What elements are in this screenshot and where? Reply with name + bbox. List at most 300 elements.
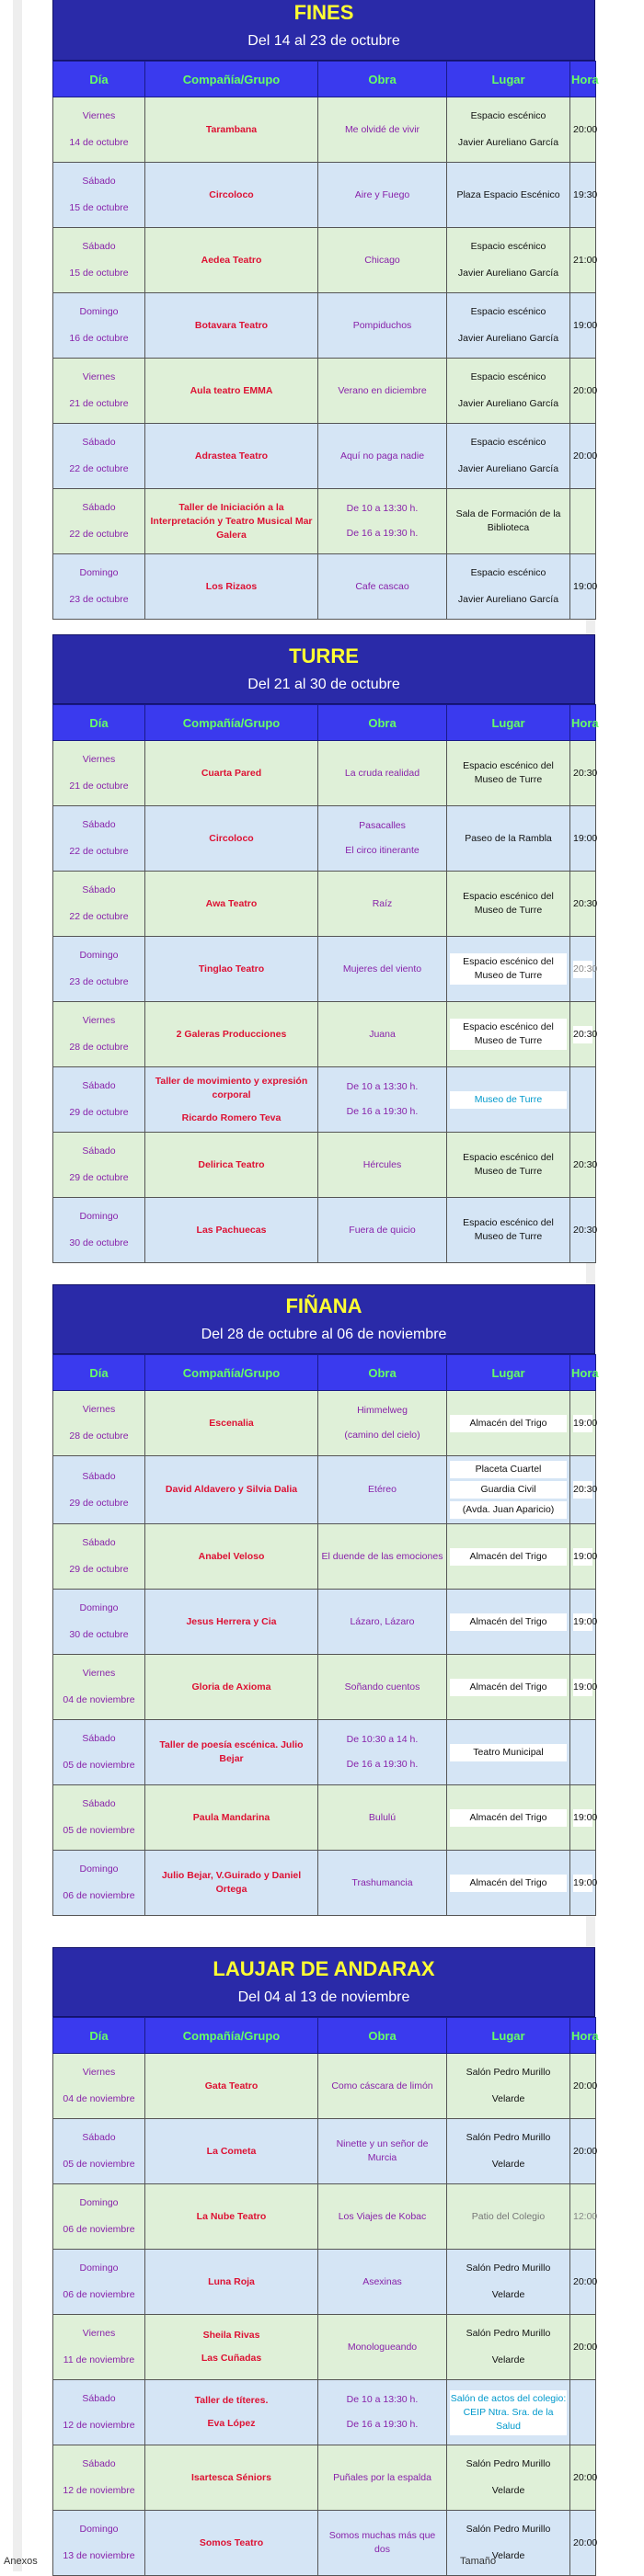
place-name: Espacio escénico del Museo de Turre	[463, 1152, 554, 1177]
company-name: Escenalia	[209, 1417, 254, 1429]
company-name: Aula teatro EMMA	[190, 384, 273, 396]
place-cell	[447, 1851, 570, 1916]
company-name: Anabel Veloso	[198, 1550, 265, 1562]
company-cell	[145, 554, 318, 620]
table-row	[53, 937, 596, 1002]
play-title: Juana	[369, 1028, 396, 1040]
column-header: Lugar	[447, 1355, 570, 1391]
section-header	[52, 1284, 595, 1354]
table-row	[53, 2445, 596, 2511]
play-title: De 16 a 19:30 h.	[346, 528, 419, 539]
company-cell	[145, 2054, 318, 2119]
place-name: Javier Aureliano García	[457, 137, 559, 148]
table-row	[53, 1720, 596, 1785]
company-cell	[145, 1851, 318, 1916]
day-cell	[53, 2119, 145, 2184]
show-time: 19:00	[573, 1415, 592, 1432]
place-cell	[447, 2054, 570, 2119]
play-cell	[318, 1456, 447, 1524]
place-cell	[447, 806, 570, 872]
play-cell	[318, 1720, 447, 1785]
play-title: Mujeres del viento	[342, 963, 422, 975]
company-name: Los Rizaos	[205, 580, 258, 592]
company-name: 2 Galeras Producciones	[176, 1028, 287, 1040]
day-date: 15 de octubre	[69, 268, 129, 279]
place-cell	[447, 1720, 570, 1785]
day-date: 23 de octubre	[69, 976, 129, 987]
company-cell	[145, 741, 318, 806]
place-name: Velarde	[491, 2354, 525, 2365]
play-title: Chicago	[364, 254, 400, 266]
column-header: Lugar	[447, 2018, 570, 2054]
day-cell	[53, 293, 145, 359]
table-row	[53, 1655, 596, 1720]
day-name: Sábado	[82, 819, 116, 830]
time-cell	[570, 2511, 596, 2576]
place-cell	[447, 1391, 570, 1456]
day-name: Domingo	[79, 950, 119, 961]
place-name: Sala de Formación de la Biblioteca	[455, 508, 561, 533]
play-title: Pompiduchos	[352, 319, 412, 331]
company-name: David Aldavero y Silvia Dalia	[165, 1484, 298, 1495]
time-cell	[570, 2184, 596, 2250]
column-header: Obra	[318, 705, 447, 741]
play-title: Fuera de quicio	[349, 1224, 416, 1236]
place-cell	[447, 293, 570, 359]
place-cell	[447, 359, 570, 424]
column-header: Obra	[318, 1355, 447, 1391]
day-cell	[53, 2445, 145, 2511]
play-cell	[318, 2119, 447, 2184]
place-name: Almacén del Trigo	[450, 1415, 567, 1432]
company-name: Jesus Herrera y Cia	[186, 1615, 277, 1627]
day-date: 04 de noviembre	[63, 1694, 135, 1705]
show-time: 20:00	[573, 450, 598, 462]
company-name: Adrastea Teatro	[194, 450, 269, 462]
play-title: Monologueando	[347, 2341, 418, 2353]
place-name: Espacio escénico del Museo de Turre	[450, 1019, 567, 1050]
time-cell	[570, 1655, 596, 1720]
play-title: Bululú	[368, 1811, 397, 1823]
time-cell	[570, 489, 596, 554]
company-name: Somos Teatro	[199, 2536, 264, 2548]
time-cell	[570, 293, 596, 359]
day-date: 29 de octubre	[69, 1107, 129, 1118]
play-title: Verano en diciembre	[338, 384, 427, 396]
play-cell	[318, 1590, 447, 1655]
play-title: Como cáscara de limón	[331, 2080, 433, 2092]
company-name: Gata Teatro	[204, 2080, 259, 2092]
company-name: Julio Bejar, V.Guirado y Daniel Ortega	[161, 1870, 302, 1895]
play-cell	[318, 2315, 447, 2380]
day-name: Domingo	[79, 1602, 119, 1613]
place-name: Espacio escénico	[470, 371, 546, 382]
place-name: Espacio escénico	[470, 437, 546, 448]
play-cell	[318, 424, 447, 489]
column-header: Hora	[570, 1355, 596, 1391]
footer-attachments[interactable]: Anexos	[4, 2556, 38, 2567]
show-time: 20:30	[573, 897, 598, 909]
company-name: Botavara Teatro	[194, 319, 269, 331]
table-row	[53, 1851, 596, 1916]
column-header: Hora	[570, 62, 596, 97]
company-cell	[145, 1590, 318, 1655]
table-row	[53, 1456, 596, 1524]
schedule-section-3	[52, 1284, 599, 1916]
time-cell	[570, 1133, 596, 1198]
company-cell	[145, 1785, 318, 1851]
day-name: Sábado	[82, 437, 116, 448]
day-date: 29 de octubre	[69, 1564, 129, 1575]
place-name: Javier Aureliano García	[457, 333, 559, 344]
day-name: Domingo	[79, 2263, 119, 2274]
play-title: Soñando cuentos	[344, 1681, 420, 1693]
day-name: Sábado	[82, 502, 116, 513]
time-cell	[570, 1067, 596, 1133]
place-cell	[447, 1198, 570, 1263]
day-name: Domingo	[79, 2524, 119, 2535]
table-row	[53, 2054, 596, 2119]
show-time: 19:00	[573, 1809, 592, 1827]
day-cell	[53, 1391, 145, 1456]
play-cell	[318, 1067, 447, 1133]
place-name: Espacio escénico del Museo de Turre	[463, 760, 554, 785]
place-name: Salón Pedro Murillo	[466, 2328, 551, 2339]
company-cell	[145, 359, 318, 424]
play-cell	[318, 554, 447, 620]
place-name: Espacio escénico del Museo de Turre	[463, 891, 554, 916]
company-cell	[145, 293, 318, 359]
play-title: De 10:30 a 14 h.	[346, 1734, 419, 1745]
place-name: Espacio escénico del Museo de Turre	[463, 1217, 554, 1242]
place-name: Salón Pedro Murillo	[466, 2263, 551, 2274]
day-cell	[53, 554, 145, 620]
play-cell	[318, 872, 447, 937]
play-title: De 16 a 19:30 h.	[346, 1759, 419, 1770]
show-time: 20:00	[573, 2536, 598, 2548]
time-cell	[570, 1391, 596, 1456]
company-cell	[145, 2184, 318, 2250]
day-name: Viernes	[82, 1015, 116, 1026]
place-name: Almacén del Trigo	[450, 1613, 567, 1631]
play-title: Etéreo	[368, 1484, 397, 1495]
day-cell	[53, 2511, 145, 2576]
table-row	[53, 1002, 596, 1067]
day-date: 21 de octubre	[69, 398, 129, 409]
day-cell	[53, 2380, 145, 2445]
day-date: 22 de octubre	[69, 529, 129, 540]
company-name: La Nube Teatro	[196, 2210, 267, 2222]
time-cell	[570, 1720, 596, 1785]
time-cell	[570, 2119, 596, 2184]
day-name: Sábado	[82, 1470, 116, 1482]
place-cell	[447, 2445, 570, 2511]
day-date: 29 de octubre	[69, 1497, 129, 1509]
column-header: Obra	[318, 2018, 447, 2054]
place-cell	[447, 2184, 570, 2250]
day-name: Domingo	[79, 567, 119, 578]
place-cell	[447, 2315, 570, 2380]
table-row	[53, 554, 596, 620]
column-header: Compañía/Grupo	[145, 705, 318, 741]
place-cell	[447, 554, 570, 620]
day-date: 05 de noviembre	[63, 2159, 135, 2170]
day-cell	[53, 228, 145, 293]
place-cell	[447, 1524, 570, 1590]
place-name: Guardia Civil	[450, 1481, 567, 1499]
company-name: Delirica Teatro	[198, 1158, 265, 1170]
place-cell	[447, 741, 570, 806]
play-title: Cafe cascao	[355, 580, 409, 592]
place-name: Almacén del Trigo	[450, 1809, 567, 1827]
place-cell	[447, 872, 570, 937]
day-date: 05 de noviembre	[63, 1825, 135, 1836]
day-cell	[53, 1851, 145, 1916]
day-cell	[53, 1067, 145, 1133]
play-cell	[318, 163, 447, 228]
place-name: Javier Aureliano García	[457, 268, 559, 279]
place-name: Velarde	[491, 2485, 525, 2496]
day-cell	[53, 937, 145, 1002]
column-header: Día	[53, 705, 145, 741]
place-cell	[447, 1655, 570, 1720]
place-name: Salón Pedro Murillo	[466, 2067, 551, 2078]
day-name: Domingo	[79, 1211, 119, 1222]
day-date: 11 de noviembre	[63, 2354, 135, 2365]
schedule-table	[52, 2017, 599, 2576]
day-name: Viernes	[82, 1668, 116, 1679]
place-name: Velarde	[491, 2289, 525, 2300]
table-row	[53, 1198, 596, 1263]
day-date: 22 de octubre	[69, 463, 129, 474]
column-header: Hora	[570, 705, 596, 741]
day-name: Sábado	[82, 2458, 116, 2469]
day-cell	[53, 1590, 145, 1655]
company-cell	[145, 937, 318, 1002]
place-name: Teatro Municipal	[450, 1744, 567, 1761]
time-cell	[570, 359, 596, 424]
place-cell	[447, 1590, 570, 1655]
day-cell	[53, 1720, 145, 1785]
company-name: La Cometa	[206, 2145, 257, 2157]
day-name: Sábado	[82, 1733, 116, 1744]
schedule-table	[52, 704, 599, 1263]
company-cell	[145, 806, 318, 872]
table-row	[53, 97, 596, 163]
place-cell	[447, 1785, 570, 1851]
day-name: Sábado	[82, 1537, 116, 1548]
company-name: Las Pachuecas	[196, 1224, 267, 1236]
play-cell	[318, 1391, 447, 1456]
play-title: De 10 a 13:30 h.	[346, 503, 419, 514]
place-cell	[447, 1133, 570, 1198]
day-name: Domingo	[79, 1864, 119, 1875]
show-time: 20:30	[573, 1224, 598, 1236]
day-name: Sábado	[82, 1080, 116, 1091]
show-time: 20:30	[573, 1158, 598, 1170]
place-name: Espacio escénico del Museo de Turre	[450, 953, 567, 985]
day-date: 04 de noviembre	[63, 2093, 135, 2104]
day-name: Sábado	[82, 2132, 116, 2143]
company-cell	[145, 1198, 318, 1263]
place-name: Espacio escénico	[470, 567, 546, 578]
show-time: 20:00	[573, 2145, 598, 2157]
section-header	[52, 0, 595, 61]
day-name: Sábado	[82, 2393, 116, 2404]
day-name: Viernes	[82, 110, 116, 121]
day-date: 23 de octubre	[69, 594, 129, 605]
show-time: 20:30	[573, 767, 598, 779]
table-row	[53, 1590, 596, 1655]
time-cell	[570, 741, 596, 806]
play-cell	[318, 1785, 447, 1851]
day-cell	[53, 2184, 145, 2250]
play-cell	[318, 2184, 447, 2250]
place-cell	[447, 1456, 570, 1524]
time-cell	[570, 2380, 596, 2445]
play-title: Me olvidé de vivir	[344, 123, 420, 135]
place-name: Javier Aureliano García	[457, 463, 559, 474]
day-cell	[53, 163, 145, 228]
schedule-table	[52, 1354, 599, 1916]
place-cell	[447, 2119, 570, 2184]
show-time: 19:30	[573, 188, 598, 200]
show-time: 20:00	[573, 384, 598, 396]
time-cell	[570, 1851, 596, 1916]
column-header: Día	[53, 1355, 145, 1391]
column-header: Obra	[318, 62, 447, 97]
time-cell	[570, 937, 596, 1002]
day-date: 22 de octubre	[69, 846, 129, 857]
place-cell	[447, 163, 570, 228]
table-row	[53, 228, 596, 293]
column-header: Compañía/Grupo	[145, 1355, 318, 1391]
table-row	[53, 1133, 596, 1198]
day-cell	[53, 1133, 145, 1198]
day-cell	[53, 97, 145, 163]
place-cell	[447, 489, 570, 554]
time-cell	[570, 1456, 596, 1524]
play-cell	[318, 1851, 447, 1916]
day-name: Sábado	[82, 1146, 116, 1157]
day-cell	[53, 1198, 145, 1263]
place-cell	[447, 97, 570, 163]
day-date: 14 de octubre	[69, 137, 129, 148]
table-row	[53, 2184, 596, 2250]
company-cell	[145, 1391, 318, 1456]
table-row	[53, 359, 596, 424]
company-cell	[145, 2380, 318, 2445]
show-time: 20:00	[573, 2471, 598, 2483]
play-cell	[318, 2445, 447, 2511]
play-cell	[318, 937, 447, 1002]
day-name: Viernes	[82, 1404, 116, 1415]
company-name: Awa Teatro	[205, 897, 258, 909]
company-cell	[145, 872, 318, 937]
column-header: Compañía/Grupo	[145, 2018, 318, 2054]
day-name: Domingo	[79, 2197, 119, 2208]
company-cell	[145, 489, 318, 554]
play-cell	[318, 1655, 447, 1720]
day-name: Viernes	[82, 2328, 116, 2339]
company-name: Taller de poesía escénica. Julio Bejar	[159, 1739, 304, 1764]
day-date: 06 de noviembre	[63, 1890, 135, 1901]
day-cell	[53, 2250, 145, 2315]
time-cell	[570, 97, 596, 163]
show-time: 19:00	[573, 580, 598, 592]
day-date: 29 de octubre	[69, 1172, 129, 1183]
day-cell	[53, 872, 145, 937]
table-header-row	[53, 2018, 596, 2054]
section-town: FIÑANA	[285, 1294, 362, 1317]
play-title: Hércules	[362, 1158, 402, 1170]
table-row	[53, 163, 596, 228]
show-time: 20:30	[573, 1481, 592, 1499]
schedule-table	[52, 61, 599, 620]
play-cell	[318, 228, 447, 293]
place-name: Patio del Colegio	[471, 2210, 546, 2222]
company-cell	[145, 163, 318, 228]
day-cell	[53, 2315, 145, 2380]
company-cell	[145, 1002, 318, 1067]
time-cell	[570, 1002, 596, 1067]
time-cell	[570, 872, 596, 937]
company-name: Taller de movimiento y expresión corporal	[155, 1075, 308, 1100]
footer-size: Tamaño	[460, 2556, 497, 2567]
day-date: 28 de octubre	[69, 1042, 129, 1053]
day-name: Viernes	[82, 371, 116, 382]
section-dates: Del 21 al 30 de octubre	[247, 677, 400, 692]
play-title: Pasacalles	[359, 820, 406, 831]
place-name: Placeta Cuartel	[450, 1461, 567, 1478]
section-dates: Del 28 de octubre al 06 de noviembre	[201, 1327, 447, 1342]
table-row	[53, 1524, 596, 1590]
column-header: Hora	[570, 2018, 596, 2054]
company-name: Luna Roja	[208, 2275, 255, 2287]
place-name: Espacio escénico	[470, 241, 546, 252]
time-cell	[570, 1198, 596, 1263]
play-title: (camino del cielo)	[344, 1430, 420, 1441]
time-cell	[570, 806, 596, 872]
place-name: Almacén del Trigo	[450, 1548, 567, 1566]
day-cell	[53, 1655, 145, 1720]
day-cell	[53, 1456, 145, 1524]
play-cell	[318, 489, 447, 554]
play-cell	[318, 806, 447, 872]
schedule-section-4	[52, 1947, 599, 2576]
table-row	[53, 1391, 596, 1456]
company-name: Aedea Teatro	[201, 254, 262, 266]
play-title: Ninette y un señor de Murcia	[336, 2138, 429, 2163]
play-cell	[318, 741, 447, 806]
company-name: Paula Mandarina	[192, 1811, 270, 1823]
time-cell	[570, 228, 596, 293]
time-cell	[570, 163, 596, 228]
place-cell	[447, 937, 570, 1002]
play-title: De 10 a 13:30 h.	[346, 2394, 419, 2405]
company-cell	[145, 97, 318, 163]
left-rail	[13, 0, 22, 2571]
show-time: 20:30	[573, 1026, 592, 1043]
day-cell	[53, 424, 145, 489]
show-time: 19:00	[573, 1875, 592, 1892]
place-name: Salón de actos del colegio: CEIP Ntra. Sra. de la Salud	[450, 2390, 567, 2435]
column-header: Día	[53, 2018, 145, 2054]
section-town: TURRE	[289, 644, 359, 667]
play-cell	[318, 1133, 447, 1198]
section-town: FINES	[293, 1, 354, 24]
time-cell	[570, 1590, 596, 1655]
